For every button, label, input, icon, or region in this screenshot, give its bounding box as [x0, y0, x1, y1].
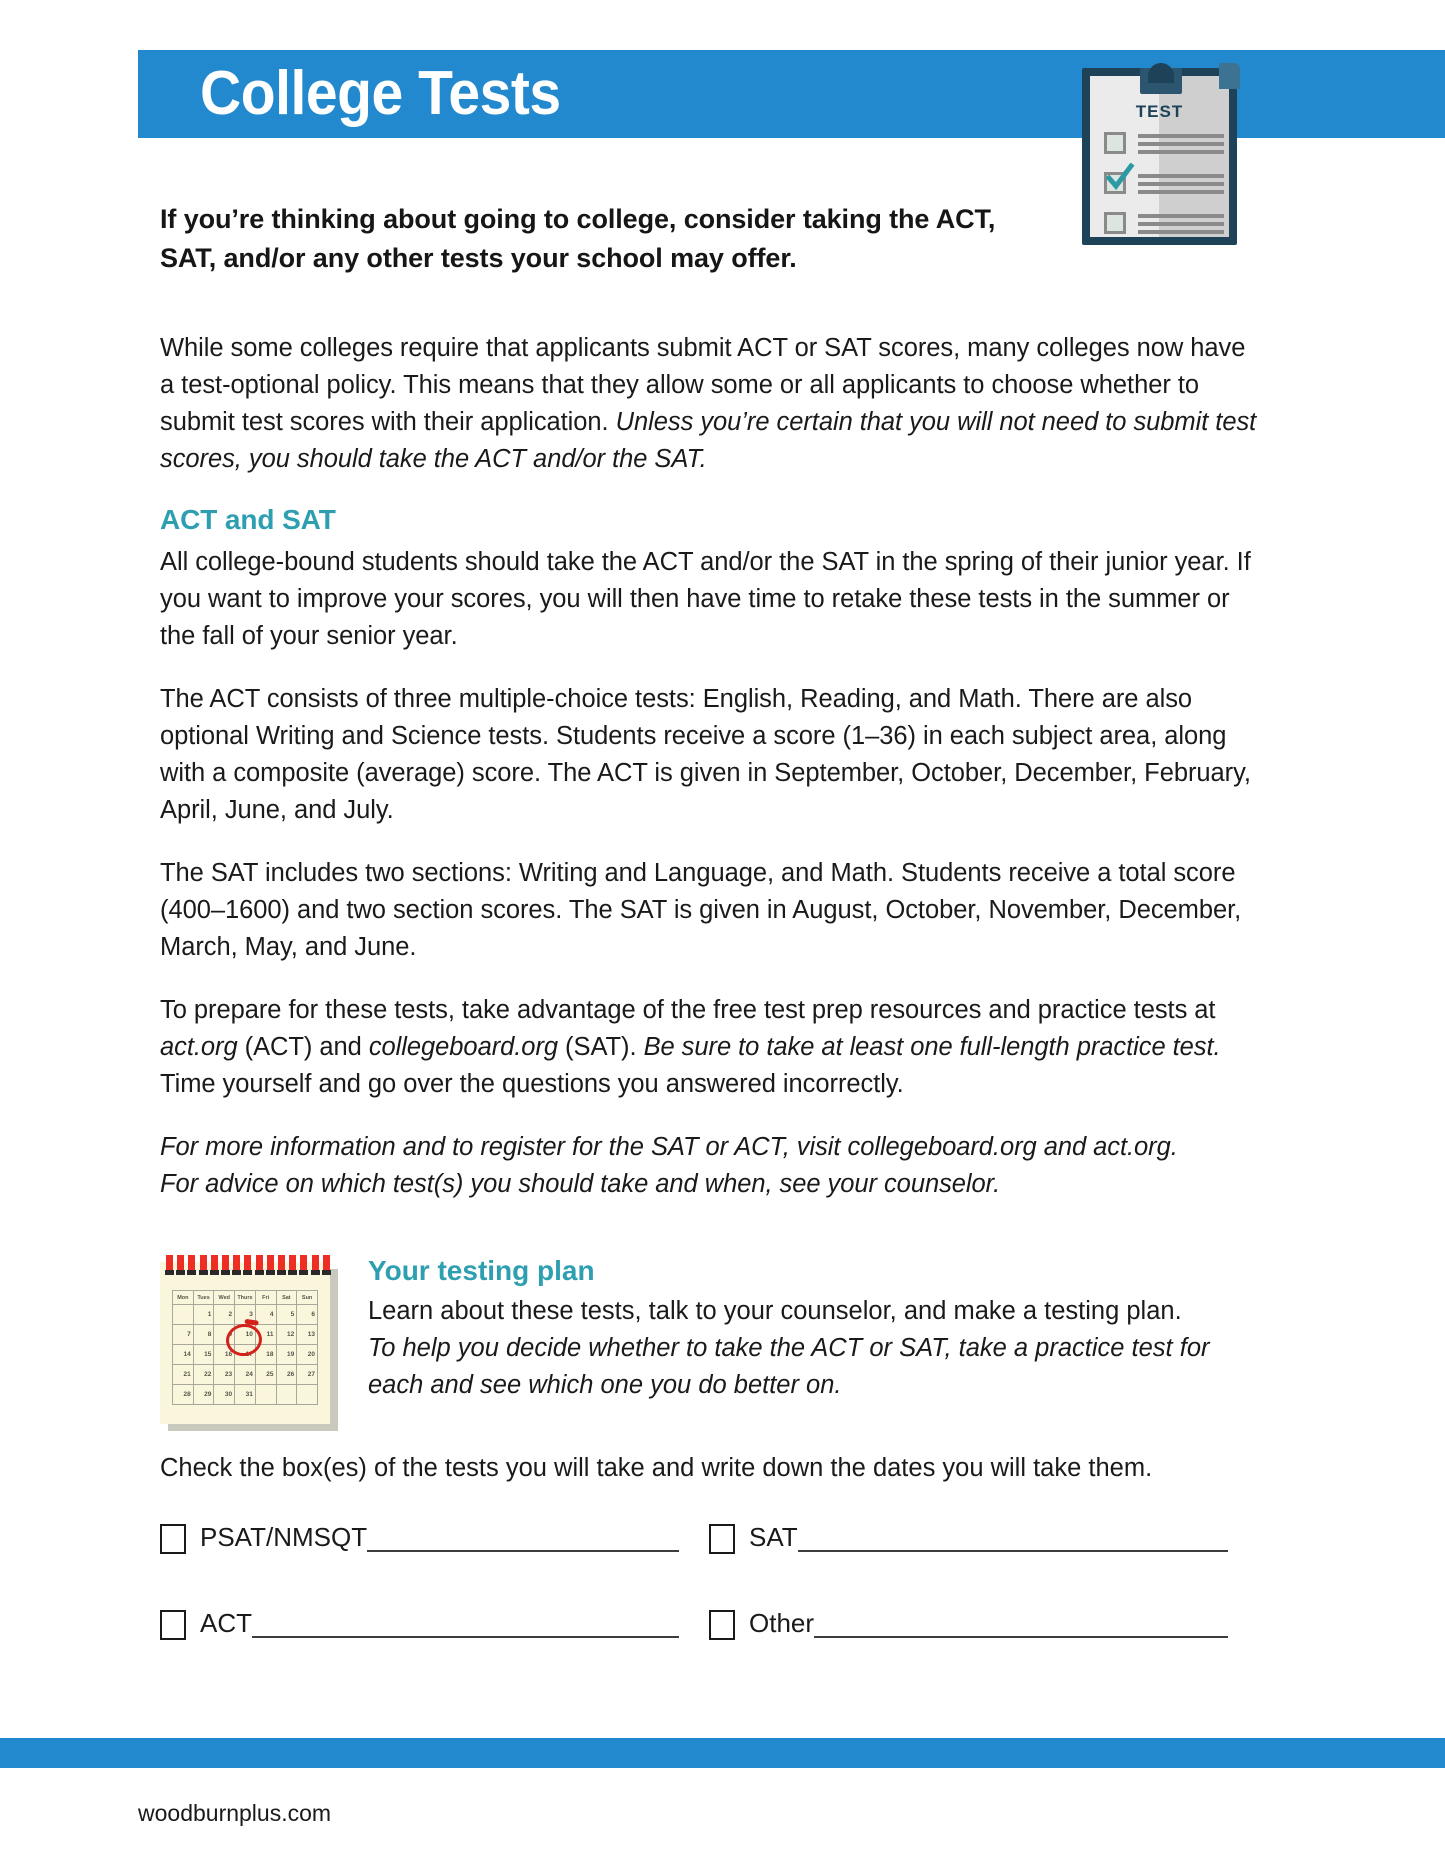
form-row-1 — [160, 1520, 1260, 1554]
form-item-act[interactable] — [160, 1606, 709, 1640]
clipboard-text-lines — [1138, 134, 1224, 158]
clipboard-text-lines — [1138, 174, 1224, 198]
calendar-cell: 25 — [255, 1365, 276, 1385]
body-content — [160, 330, 1258, 1229]
calendar-cell: 5 — [276, 1305, 297, 1325]
paragraph-spring-junior-year: All college-bound students should take the ACT and/or the SAT in the spring of their junior year. If you want to improve your scores, you will then have time to retake these tests in the summer or the fall of your senior year. — [160, 548, 1251, 650]
clipboard-row-2 — [1104, 172, 1224, 202]
checkbox-form — [160, 1520, 1260, 1692]
calendar-cell: 11 — [255, 1325, 276, 1345]
calendar-cell: 6 — [297, 1305, 318, 1325]
form-item-sat[interactable] — [709, 1520, 1258, 1554]
calendar-spiral-binding — [166, 1255, 330, 1277]
calendar-week-row — [173, 1365, 318, 1385]
lead-paragraph: If you’re thinking about going to college, consider taking the ACT, SAT, and/or any other tests your school may offer. — [160, 204, 996, 273]
calendar-cell: 7 — [173, 1325, 194, 1345]
checkbox-label-sat: SAT — [749, 1522, 798, 1552]
clipboard-clip-highlight — [1219, 63, 1240, 89]
calendar-cell: 22 — [193, 1365, 214, 1385]
calendar-day-header: Thurs — [235, 1291, 256, 1305]
checkbox-psat[interactable] — [160, 1524, 186, 1554]
register-line-1: For more information and to register for the SAT or ACT, visit collegeboard.org and act.org. — [160, 1133, 1178, 1161]
calendar-cell: 23 — [214, 1365, 235, 1385]
checkbox-other[interactable] — [709, 1610, 735, 1640]
calendar-day-header: Sat — [276, 1291, 297, 1305]
clipboard-checkbox-unchecked — [1104, 212, 1126, 234]
calendar-cell: 18 — [255, 1345, 276, 1365]
checkmark-icon — [1105, 163, 1135, 193]
checkbox-instruction: Check the box(es) of the tests you will take and write down the dates you will take them. — [160, 1454, 1153, 1482]
calendar-cell: 1 — [193, 1305, 214, 1325]
checkbox-sat[interactable] — [709, 1524, 735, 1554]
calendar-cell-circled: 10 — [235, 1325, 256, 1345]
calendar-cell: 27 — [297, 1365, 318, 1385]
calendar-icon — [160, 1255, 338, 1435]
paragraph-sat-details: The SAT includes two sections: Writing and Language, and Math. Students receive a total score (400–1600) and two section scores. The SAT is given in August, October, November, December, March, May, and June. — [160, 859, 1242, 961]
calendar-cell: 30 — [214, 1385, 235, 1405]
date-input-psat[interactable] — [367, 1520, 679, 1552]
calendar-header-row — [173, 1291, 318, 1305]
paragraph-test-optional — [160, 330, 1258, 478]
prep-text-c: (SAT). — [558, 1033, 644, 1061]
date-input-act[interactable] — [252, 1606, 679, 1638]
calendar-cell: 16 — [214, 1345, 235, 1365]
calendar-day-header: Fri — [255, 1291, 276, 1305]
checkbox-label-psat: PSAT/NMSQT — [200, 1522, 368, 1552]
calendar-cell — [276, 1385, 297, 1405]
form-item-psat[interactable] — [160, 1520, 709, 1554]
clipboard-board — [1082, 68, 1237, 245]
date-input-sat[interactable] — [798, 1520, 1228, 1552]
calendar-week-row — [173, 1385, 318, 1405]
calendar-cell: 24 — [235, 1365, 256, 1385]
calendar-cell — [255, 1385, 276, 1405]
testing-plan-line-2: To help you decide whether to take the ACT or SAT, take a practice test for each and see which one you do better on. — [368, 1334, 1210, 1399]
paragraph-register-info — [160, 1129, 1258, 1203]
section-heading-act-and-sat: ACT and SAT — [160, 504, 336, 535]
calendar-cell: 31 — [235, 1385, 256, 1405]
calendar-cell — [297, 1385, 318, 1405]
link-act-org: act.org — [160, 1033, 238, 1061]
calendar-cell: 12 — [276, 1325, 297, 1345]
form-row-2 — [160, 1606, 1260, 1640]
calendar-cell: 20 — [297, 1345, 318, 1365]
testing-plan-text — [368, 1255, 1258, 1404]
clipboard-test-label: TEST — [1135, 102, 1184, 121]
calendar-cell: 15 — [193, 1345, 214, 1365]
calendar-cell: 3 — [235, 1305, 256, 1325]
clipboard-row-1 — [1104, 132, 1224, 162]
calendar-day-header: Tues — [193, 1291, 214, 1305]
calendar-cell: 21 — [173, 1365, 194, 1385]
calendar-cell: 29 — [193, 1385, 214, 1405]
register-line-2: For advice on which test(s) you should take and when, see your counselor. — [160, 1170, 1001, 1198]
calendar-cell: 9 — [214, 1325, 235, 1345]
paragraph-text-italic: Unless you’re certain that you will not need to submit test scores, you should take the ACT and/or the SAT. — [160, 408, 1257, 473]
date-input-other[interactable] — [814, 1606, 1228, 1638]
clipboard-clip-top — [1148, 63, 1174, 83]
calendar-body — [160, 1262, 330, 1424]
calendar-cell: 17 — [235, 1345, 256, 1365]
calendar-cell: 28 — [173, 1385, 194, 1405]
calendar-cell: 19 — [276, 1345, 297, 1365]
prep-text-b: (ACT) and — [237, 1033, 369, 1061]
footer-bar — [0, 1738, 1445, 1768]
clipboard-paper — [1090, 76, 1229, 237]
calendar-day-header: Sun — [297, 1291, 318, 1305]
calendar-cell: 2 — [214, 1305, 235, 1325]
clipboard-row-3 — [1104, 212, 1224, 242]
calendar-day-header: Wed — [214, 1291, 235, 1305]
link-collegeboard-org: collegeboard.org — [368, 1033, 559, 1061]
prep-text-a: To prepare for these tests, take advantage of the free test prep resources and practice tests at — [160, 996, 1216, 1024]
testing-plan-line-1: Learn about these tests, talk to your counselor, and make a testing plan. — [368, 1297, 1182, 1325]
calendar-cell: 26 — [276, 1365, 297, 1385]
paragraph-act-details: The ACT consists of three multiple-choice tests: English, Reading, and Math. There are also optional Writing and Science tests. Students receive a score (1–36) in each subject area, along with a composite (average) score. The ACT is given in September, October, December, February, April, June, and July. — [160, 685, 1251, 824]
calendar-cell — [173, 1305, 194, 1325]
testing-plan-heading: Your testing plan — [368, 1255, 595, 1286]
clipboard-text-lines — [1138, 214, 1224, 238]
calendar-cell: 4 — [255, 1305, 276, 1325]
calendar-day-header: Mon — [173, 1291, 194, 1305]
paragraph-test-prep — [160, 992, 1258, 1103]
prep-text-italic: Be sure to take at least one full-length practice test. — [643, 1033, 1221, 1061]
calendar-cell: 14 — [173, 1345, 194, 1365]
footer-site-url: woodburnplus.com — [138, 1800, 332, 1826]
calendar-cell: 8 — [193, 1325, 214, 1345]
paragraph-text-plain: While some colleges require that applicants submit ACT or SAT scores, many colleges now have a test-optional policy. This means that they allow some or all applicants to choose whether to submit test scores with their application. — [160, 334, 1246, 436]
page-title: College Tests — [200, 59, 561, 128]
calendar-cell: 13 — [297, 1325, 318, 1345]
prep-text-d: Time yourself and go over the questions you answered incorrectly. — [160, 1070, 904, 1098]
clipboard-test-icon — [1082, 55, 1237, 245]
checkbox-label-other: Other — [749, 1608, 815, 1638]
clipboard-checkbox-unchecked — [1104, 132, 1126, 154]
checkbox-label-act: ACT — [200, 1608, 252, 1638]
checkbox-act[interactable] — [160, 1610, 186, 1640]
form-item-other[interactable] — [709, 1606, 1258, 1640]
